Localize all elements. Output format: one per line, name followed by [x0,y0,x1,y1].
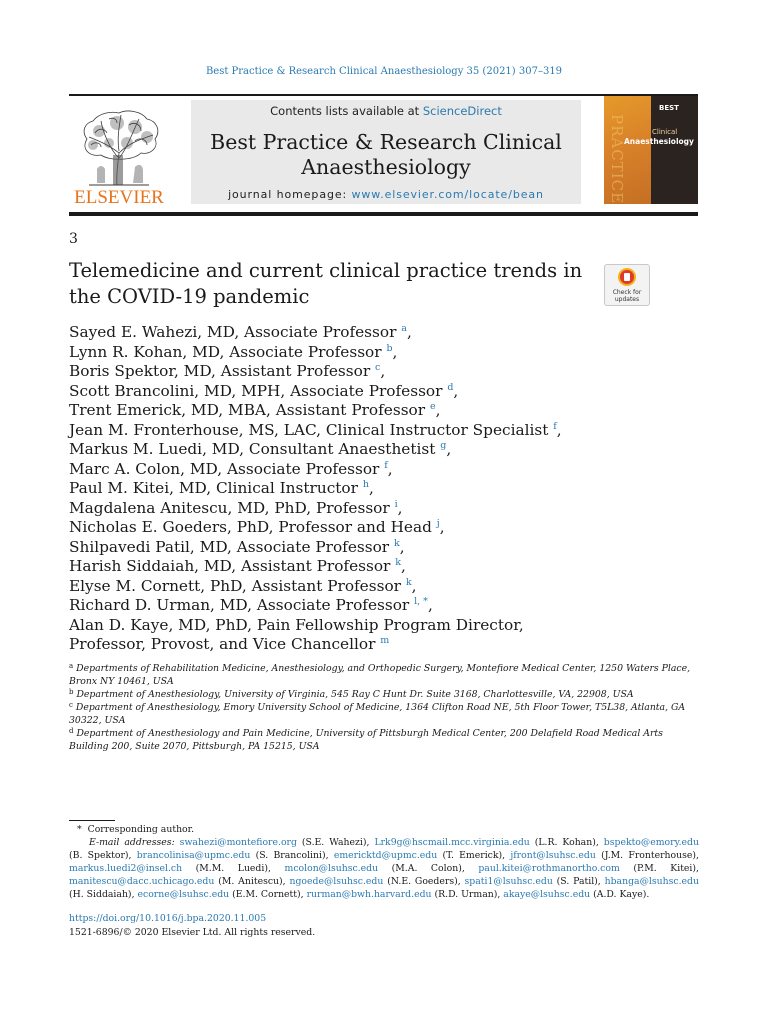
affiliation-item [69,688,699,701]
author-name: Alan D. Kaye, MD, PhD, Pain Fellowship Program Director, [69,615,524,634]
author-line [69,401,669,421]
author-separator: , [411,576,417,595]
affiliation-marker-link[interactable]: h [362,479,369,490]
journal-masthead [191,100,581,204]
author-line [69,538,669,558]
author-name: Lynn R. Kohan, MD, Associate Professor [69,342,382,361]
cover-practice-text: PRACTICE [608,114,626,204]
author-name: Marc A. Colon, MD, Associate Professor [69,459,380,478]
affiliation-text: Departments of Rehabilitation Medicine, Anesthesiology, and Orthopedic Surgery, Montefiore Medical Center, 1250 Waters Place, Bronx NY 10461, USA [69,663,691,687]
author-separator: , [397,498,403,517]
author-line [69,343,669,363]
author-name: Markus M. Luedi, MD, Consultant Anaesthetist [69,440,436,458]
affiliation-marker-link[interactable]: g [440,440,447,451]
email-owner: (T. Emerick), [442,850,506,861]
affiliation-key: c [69,701,73,709]
homepage-prefix: journal homepage: [228,188,352,201]
affiliation-marker-link[interactable]: k [395,557,402,568]
author-separator: , [387,459,393,478]
email-link[interactable]: brancolinisa@upmc.edu [136,850,251,861]
author-name: Shilpavedi Patil, MD, Associate Professor [69,537,390,556]
affiliation-text: Department of Anesthesiology, University of Virginia, 545 Ray C Hunt Dr. Suite 3168, Charlottesville, VA, 22908, USA [76,689,634,700]
author-line [69,499,669,519]
email-link[interactable]: akaye@lsuhsc.edu [503,889,591,900]
footnotes [69,823,699,901]
email-link[interactable]: ngoede@lsuhsc.edu [289,876,384,887]
affiliation-marker-link[interactable]: d [447,381,454,393]
email-link[interactable]: hbanga@lsuhsc.edu [604,876,699,887]
email-owner: (N.E. Goeders), [387,876,461,887]
corresponding-text: Corresponding author. [87,824,195,835]
contents-prefix: Contents lists available at [270,104,423,118]
affiliation-text: Department of Anesthesiology and Pain Medicine, University of Pittsburgh Medical Center, 200 Delafield Road Medical Arts Building 200, Suite 2070, Pittsburgh, PA 15215, USA [69,728,663,752]
author-name: Paul M. Kitei, MD, Clinical Instructor [69,479,358,497]
affiliation-marker-link[interactable]: f [384,459,388,471]
check-updates-label: Check for updates [612,289,642,303]
email-link[interactable]: ecorne@lsuhsc.edu [137,889,230,900]
affiliation-marker-link[interactable]: f [553,420,557,432]
affiliation-marker-link[interactable]: l, * [414,596,428,607]
affiliation-key: a [69,662,74,670]
author-separator: , [399,537,405,556]
email-addresses [69,836,699,901]
affiliation-marker-link[interactable]: b [386,342,393,354]
email-owner: (M.M. Luedi), [195,863,271,874]
author-list [69,323,669,655]
author-line [69,460,669,480]
email-link[interactable]: rurman@bwh.harvard.edu [306,889,432,900]
cover-anaesthesiology-text: Anaesthesiology [624,137,694,146]
author-name: Professor, Provost, and Vice Chancellor [69,635,376,653]
email-link[interactable]: swahezi@montefiore.org [179,837,297,848]
email-owner: (M. Anitescu), [218,876,286,887]
corresponding-marker: * [77,824,82,835]
affiliation-item [69,727,699,753]
cover-best-text: BEST [659,104,679,112]
author-separator: , [392,342,398,361]
author-line [69,440,669,460]
author-name: Harish Siddaiah, MD, Assistant Professor [69,557,391,575]
email-owner: (S.E. Wahezi), [301,837,370,848]
author-name: Sayed E. Wahezi, MD, Associate Professor [69,323,397,341]
journal-title: Best Practice & Research Clinical Anaesthesiology [210,130,562,179]
email-owner: (P.M. Kitei), [633,863,699,874]
author-name: Jean M. Fronterhouse, MS, LAC, Clinical Instructor Specialist [69,420,549,439]
copyright-line: 1521-6896/© 2020 Elsevier Ltd. All rights reserved. [69,927,316,938]
cover-clinical-text: Clinical [652,128,678,136]
author-line [69,421,669,441]
email-label: E-mail addresses: [89,837,175,848]
cover-dark-panel [651,96,698,204]
email-owner: (B. Spektor), [69,850,132,861]
affiliation-marker-link[interactable]: a [401,323,407,334]
email-link[interactable]: markus.luedi2@insel.ch [69,863,183,874]
email-owner: (J.M. Fronterhouse), [601,850,699,861]
article-title: Telemedicine and current clinical practice trends in the COVID-19 pandemic [69,259,583,308]
email-link[interactable]: bspekto@emory.edu [603,837,699,848]
sciencedirect-link[interactable]: ScienceDirect [422,104,502,118]
author-separator: , [380,362,386,380]
email-link[interactable]: mcolon@lsuhsc.edu [284,863,379,874]
author-line [69,577,669,597]
author-line [69,323,669,343]
elsevier-wordmark: ELSEVIER [74,187,164,208]
author-separator: , [439,518,445,536]
author-separator: , [446,440,452,458]
email-link[interactable]: manitescu@dacc.uchicago.edu [69,876,215,887]
author-separator: , [406,323,412,341]
author-name: Magdalena Anitescu, MD, PhD, Professor [69,498,390,517]
email-link[interactable]: Lrk9g@hscmail.mcc.virginia.edu [374,837,530,848]
journal-homepage-link[interactable]: www.elsevier.com/locate/bean [351,188,544,201]
email-owner: (R.D. Urman), [434,889,501,900]
contents-available-line [191,104,581,118]
author-line [69,382,669,402]
author-line [69,557,669,577]
author-line [69,479,669,499]
author-name: Richard D. Urman, MD, Associate Professor [69,596,410,614]
email-link[interactable]: spati1@lsuhsc.edu [464,876,553,887]
email-owner: (L.R. Kohan), [534,837,599,848]
author-line [69,362,669,382]
journal-citation[interactable]: Best Practice & Research Clinical Anaesthesiology 35 (2021) 307–319 [205,66,563,77]
author-separator: , [453,381,459,400]
author-separator: , [401,557,406,575]
affiliation-marker-link[interactable]: c [375,362,381,373]
affiliation-marker-link[interactable]: j [436,518,440,529]
affiliation-marker-link[interactable]: m [380,635,390,646]
author-separator: , [368,479,374,497]
author-name: Boris Spektor, MD, Assistant Professor [69,362,371,380]
affiliation-marker-link[interactable]: i [394,498,398,510]
author-line [69,616,669,636]
affiliation-item [69,701,699,727]
article-number: 3 [69,231,78,247]
footnote-rule [69,820,115,821]
email-owner: (S. Patil), [556,876,601,887]
email-owner: (M.A. Colon), [391,863,465,874]
author-separator: , [435,401,441,419]
author-name: Scott Brancolini, MD, MPH, Associate Professor [69,381,443,400]
affiliation-key: d [69,727,74,735]
journal-homepage-line [191,188,581,201]
affiliation-marker-link[interactable]: k [393,537,400,549]
affiliation-marker-link[interactable]: k [405,576,412,588]
affiliation-key: b [69,688,74,696]
email-owner: (E.M. Cornett), [232,889,304,900]
email-link[interactable]: paul.kitei@rothmanortho.com [478,863,620,874]
author-line [69,635,669,655]
email-owner: (S. Brancolini), [255,850,329,861]
author-separator: , [556,420,562,439]
affiliation-item [69,662,699,688]
email-link[interactable]: jfront@lsuhsc.edu [510,850,596,861]
email-link[interactable]: emericktd@upmc.edu [333,850,438,861]
author-line [69,596,669,616]
email-owner: (H. Siddaiah), [69,889,135,900]
author-separator: , [427,596,433,614]
author-line [69,518,669,538]
header-bottom-rule [69,212,698,216]
affiliation-text: Department of Anesthesiology, Emory University School of Medicine, 1364 Clifton Road NE, 5th Floor Tower, T5L38, Atlanta, GA 30322, USA [69,702,686,726]
author-name: Elyse M. Cornett, PhD, Assistant Professor [69,576,401,595]
doi-link[interactable]: https://doi.org/10.1016/j.bpa.2020.11.005 [69,913,267,924]
corresponding-author-note [69,823,699,836]
affiliations-list [69,662,699,753]
email-owner: (A.D. Kaye). [593,889,650,900]
author-name: Nicholas E. Goeders, PhD, Professor and Head [69,518,432,536]
journal-cover-thumbnail[interactable] [604,96,698,204]
check-updates-icon [618,268,636,286]
affiliation-marker-link[interactable]: e [429,401,436,412]
check-for-updates-button[interactable] [604,264,650,306]
author-name: Trent Emerick, MD, MBA, Assistant Professor [69,401,426,419]
